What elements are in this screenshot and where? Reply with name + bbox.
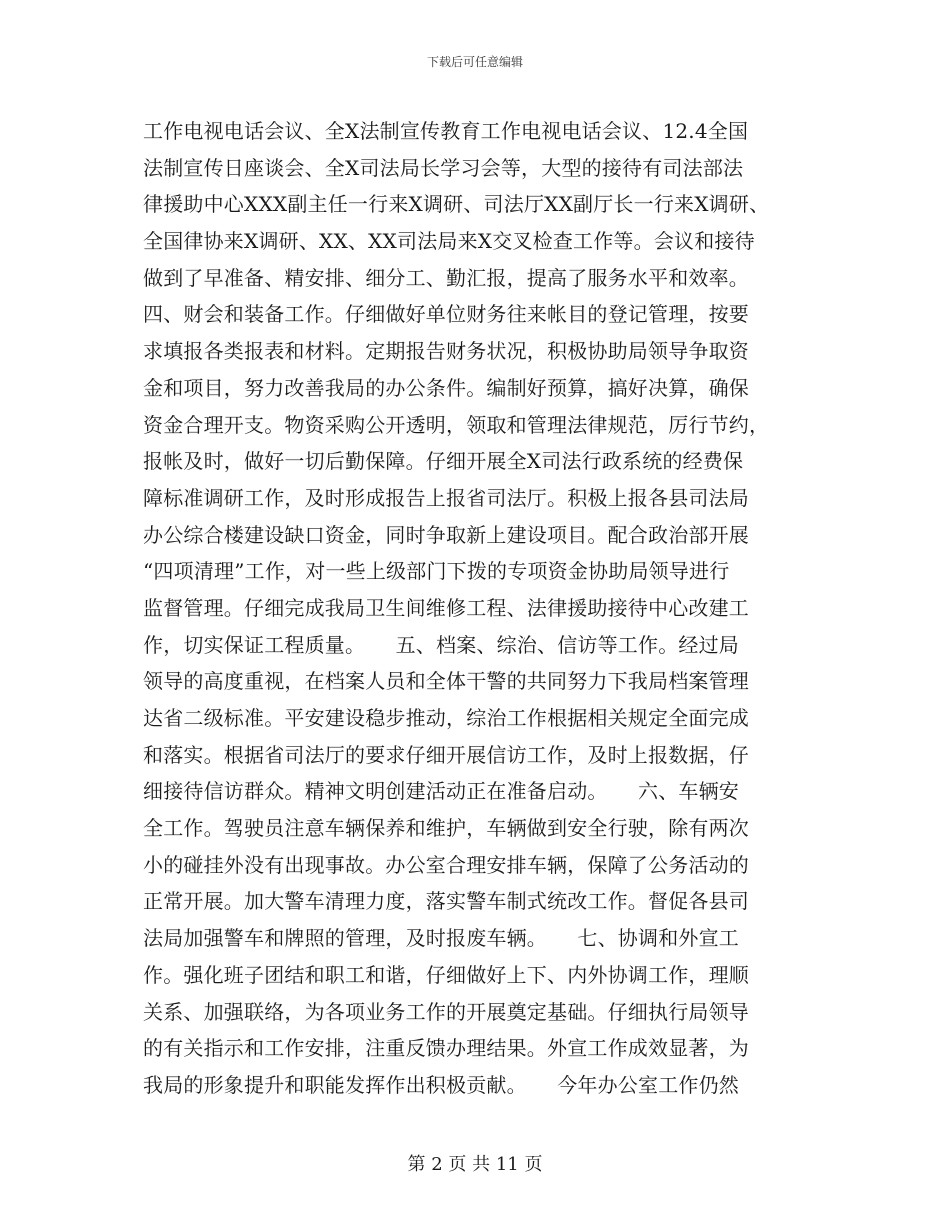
body-line: 作。强化班子团结和职工和谐，仔细做好上下、内外协调工作，理顺 xyxy=(143,962,749,987)
body-line: 办公综合楼建设缺口资金，同时争取新上建设项目。配合政治部开展 xyxy=(143,522,749,547)
body-line: 达省二级标准。平安建设稳步推动，综治工作根据相关规定全面完成 xyxy=(143,706,749,730)
body-line: 我局的形象提升和职能发挥作出积极贡献。 今年办公室工作仍然 xyxy=(143,1072,739,1097)
body-line: “四项清理”工作，对一些上级部门下拨的专项资金协助局领导进行 xyxy=(143,559,730,584)
page-header: 下载后可任意编辑 xyxy=(426,55,523,69)
body-line: 作，切实保证工程质量。 五、档案、综治、信访等工作。经过局 xyxy=(143,632,739,657)
body-line: 正常开展。加大警车清理力度，落实警车制式统改工作。督促各县司 xyxy=(143,889,749,914)
page-number: 第 2 页 共 11 页 xyxy=(407,1154,543,1175)
body-line: 求填报各类报表和材料。定期报告财务状况，积极协助局领导争取资 xyxy=(143,339,749,364)
body-line: 全国律协来X调研、XX、XX司法局来X交叉检查工作等。会议和接待 xyxy=(143,229,755,254)
document-body xyxy=(143,116,823,1107)
body-line: 做到了早准备、精安排、细分工、勤汇报，提高了服务水平和效率。 xyxy=(143,265,749,290)
body-line: 律援助中心XXX副主任一行来X调研、司法厅XX副厅长一行来X调研、 xyxy=(143,192,770,217)
body-line: 工作电视电话会议、全X法制宣传教育工作电视电话会议、12.4全国 xyxy=(143,119,749,143)
body-line: 小的碰挂外没有出现事故。办公室合理安排车辆，保障了公务活动的 xyxy=(143,852,749,877)
body-line: 全工作。驾驶员注意车辆保养和维护，车辆做到安全行驶，除有两次 xyxy=(143,816,749,841)
body-line: 四、财会和装备工作。仔细做好单位财务往来帐目的登记管理，按要 xyxy=(143,302,749,327)
body-line: 障标准调研工作，及时形成报告上报省司法厅。积极上报各县司法局 xyxy=(143,485,749,510)
body-line: 领导的高度重视，在档案人员和全体干警的共同努力下我局档案管理 xyxy=(143,669,749,694)
body-line: 的有关指示和工作安排，注重反馈办理结果。外宣工作成效显著，为 xyxy=(143,1036,749,1061)
body-line: 关系、加强联络，为各项业务工作的开展奠定基础。仔细执行局领导 xyxy=(143,999,749,1024)
body-line: 法局加强警车和牌照的管理，及时报废车辆。 七、协调和外宣工 xyxy=(143,926,739,951)
body-line: 报帐及时，做好一切后勤保障。仔细开展全X司法行政系统的经费保 xyxy=(143,449,744,474)
body-line: 细接待信访群众。精神文明创建活动正在准备启动。 六、车辆安 xyxy=(143,779,739,804)
body-line: 资金合理开支。物资采购公开透明，领取和管理法律规范，厉行节约， xyxy=(143,412,770,437)
body-line: 和落实。根据省司法厅的要求仔细开展信访工作，及时上报数据，仔 xyxy=(143,742,749,767)
body-line: 法制宣传日座谈会、全X司法局长学习会等，大型的接待有司法部法 xyxy=(143,155,744,180)
body-line: 监督管理。仔细完成我局卫生间维修工程、法律援助接待中心改建工 xyxy=(143,595,749,620)
body-line: 金和项目，努力改善我局的办公条件。编制好预算，搞好决算，确保 xyxy=(143,375,749,400)
